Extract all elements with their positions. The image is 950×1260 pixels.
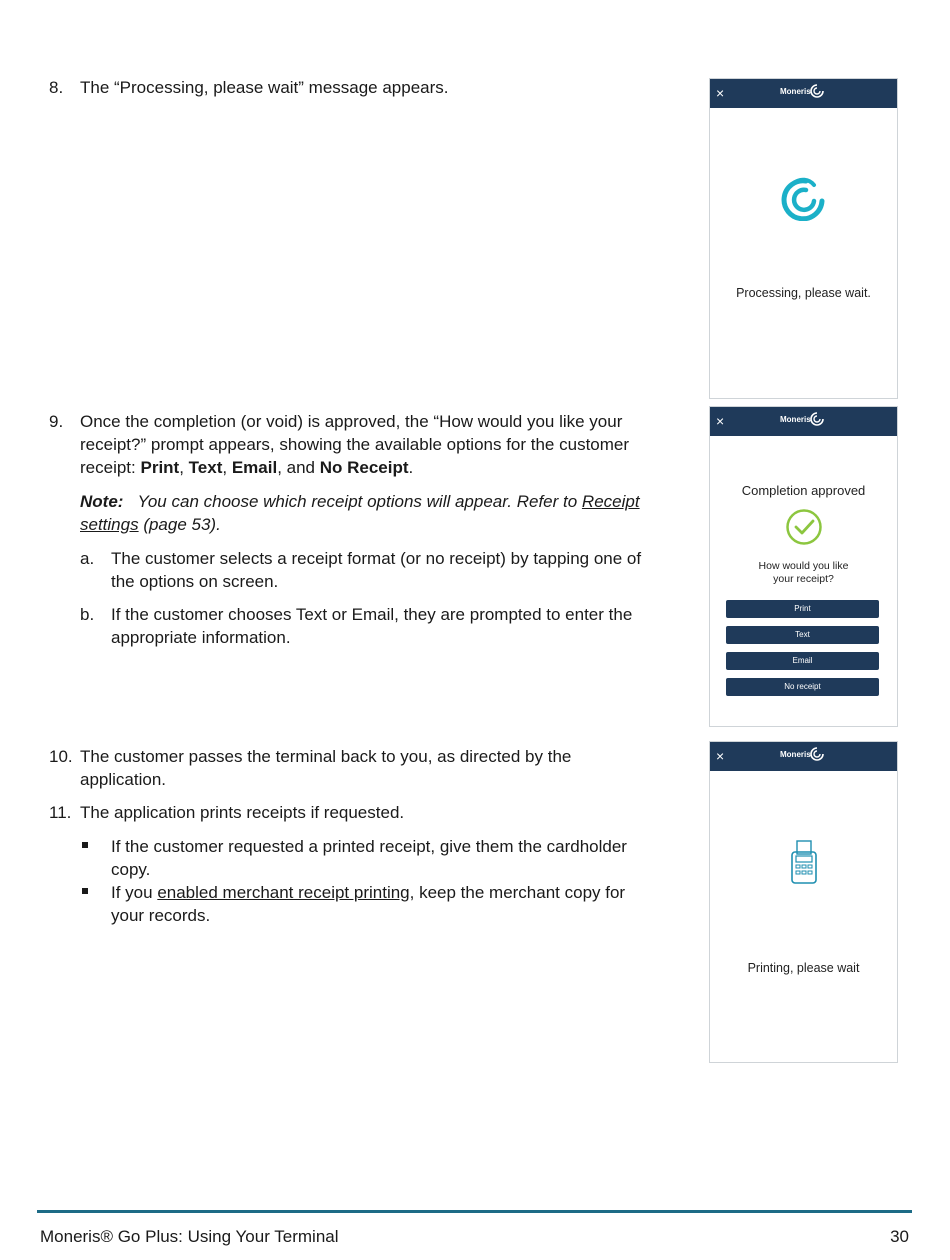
terminal-printer-icon bbox=[789, 840, 819, 884]
screen-header bbox=[710, 407, 897, 436]
receipt-question: How would you like your receipt? bbox=[758, 560, 849, 585]
step-number: 8. bbox=[49, 78, 64, 97]
step-number: 9. bbox=[49, 412, 64, 431]
step-text: The application prints receipts if requested. bbox=[80, 803, 405, 822]
step-10 bbox=[49, 745, 659, 791]
no-receipt-button[interactable]: No receipt bbox=[726, 678, 879, 696]
step-text: The customer passes the terminal back to you, as directed by the application. bbox=[80, 747, 572, 789]
note-label: Note: bbox=[80, 492, 124, 511]
bullet-2: If you enabled merchant receipt printing, keep the merchant copy for your records. bbox=[80, 881, 660, 927]
step-text: Once the completion (or void) is approved, the “How would you like your receipt?” prompt appears, showing the available options for the customer receipt: Print, Text, Email, and No Receipt. bbox=[80, 412, 630, 477]
brand-name: Moneris bbox=[780, 87, 811, 96]
step-number: 10. bbox=[49, 747, 73, 766]
close-icon[interactable]: × bbox=[716, 748, 725, 764]
processing-message: Processing, please wait. bbox=[736, 286, 871, 300]
step-8 bbox=[49, 76, 659, 99]
merchant-receipt-link[interactable]: enabled merchant receipt printing bbox=[157, 883, 410, 902]
approved-title: Completion approved bbox=[741, 483, 866, 498]
bullet-1: If the customer requested a printed receipt, give them the cardholder copy. bbox=[80, 835, 660, 881]
print-button[interactable]: Print bbox=[726, 600, 879, 618]
moneris-logo-icon bbox=[810, 84, 824, 98]
printing-message: Printing, please wait bbox=[747, 961, 860, 975]
step-text: The “Processing, please wait” message appears. bbox=[80, 78, 449, 97]
printing-screen bbox=[709, 741, 898, 1063]
check-circle-icon bbox=[785, 508, 823, 546]
text-button[interactable]: Text bbox=[726, 626, 879, 644]
moneris-logo-icon bbox=[810, 747, 824, 761]
bullet-square-icon bbox=[82, 888, 88, 894]
processing-screen bbox=[709, 78, 898, 399]
footer-title: Moneris® Go Plus: Using Your Terminal bbox=[40, 1227, 339, 1246]
approved-screen bbox=[709, 406, 898, 727]
footer-divider bbox=[37, 1210, 912, 1213]
step-11 bbox=[49, 801, 659, 824]
moneris-spinner-icon bbox=[780, 177, 826, 221]
close-icon[interactable]: × bbox=[716, 413, 725, 429]
screen-header bbox=[710, 742, 897, 771]
step-9 bbox=[49, 410, 659, 479]
screen-header bbox=[710, 79, 897, 108]
email-button[interactable]: Email bbox=[726, 652, 879, 670]
close-icon[interactable]: × bbox=[716, 85, 725, 101]
receipt-settings-link[interactable]: Receipt settings bbox=[80, 492, 640, 534]
brand-name: Moneris bbox=[780, 415, 811, 424]
moneris-logo-icon bbox=[810, 412, 824, 426]
note: Note: You can choose which receipt options will appear. Refer to Receipt settings (page 53). bbox=[80, 492, 640, 534]
substep-b: b. If the customer chooses Text or Email, they are prompted to enter the appropriate information. bbox=[80, 605, 633, 647]
bullet-square-icon bbox=[82, 842, 88, 848]
step-number: 11. bbox=[49, 803, 72, 822]
substep-a: a. The customer selects a receipt format (or no receipt) by tapping one of the options on screen. bbox=[80, 549, 642, 591]
page-number: 30 bbox=[890, 1227, 909, 1246]
brand-name: Moneris bbox=[780, 750, 811, 759]
